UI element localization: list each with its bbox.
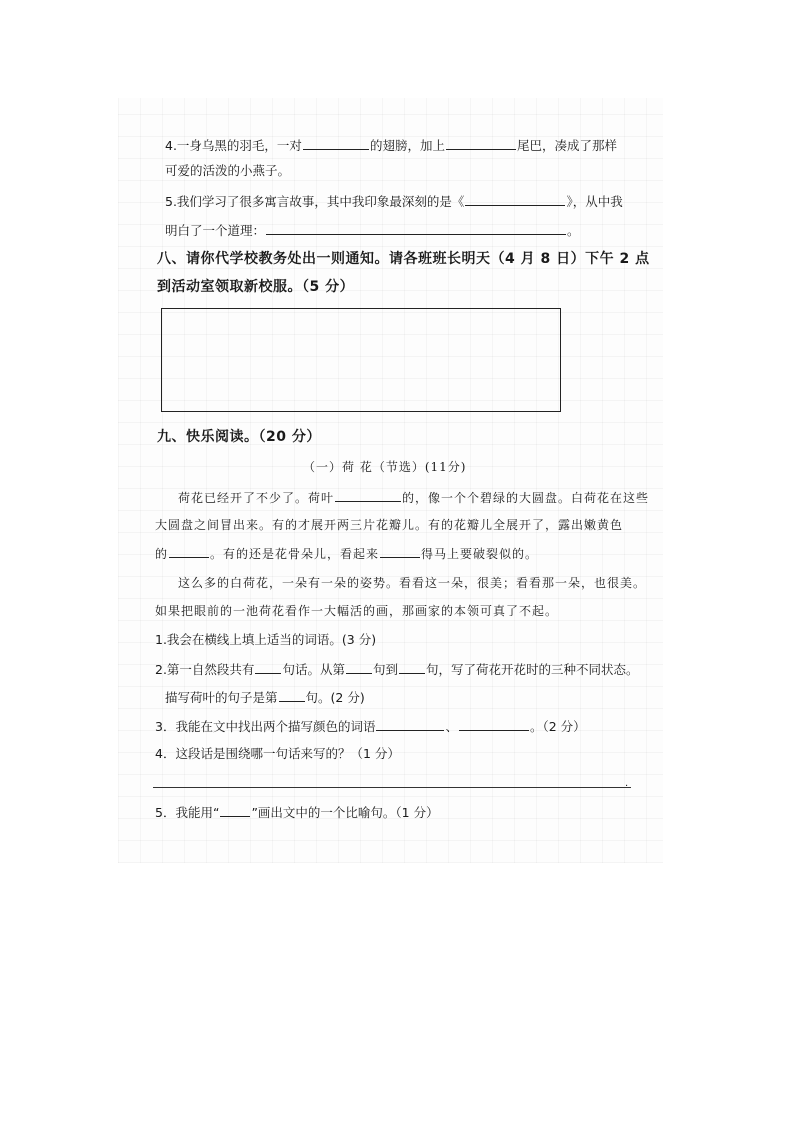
passage-p1-line2: 大圆盘之间冒出来。有的才展开两三片花瓣儿。有的花瓣儿全展开了，露出嫩黄色 [155, 518, 624, 532]
question-text: 描写荷叶的句子是第 [165, 690, 278, 705]
fill-blank[interactable] [266, 222, 566, 235]
fill-blank[interactable] [335, 489, 401, 502]
q7-item5-text-c: 明白了一个道理： [165, 223, 266, 238]
section-8-heading-line1: 八、请你代学校教务处出一则通知。请各班班长明天（4 月 8 日）下午 2 点 [157, 251, 650, 267]
fill-blank[interactable] [346, 661, 372, 674]
question-1: 1.我会在横线上填上适当的词语。(3 分) [155, 632, 377, 647]
answer-line[interactable] [153, 787, 631, 788]
fill-blank[interactable] [169, 545, 209, 558]
question-text: 。（2 分） [529, 719, 586, 734]
answer-line-end-mark: . [625, 778, 629, 789]
question-3 [155, 718, 586, 735]
fill-blank[interactable] [220, 804, 250, 817]
fill-blank[interactable] [376, 718, 444, 731]
passage-text: 的，像一个个碧绿的大圆盘。白荷花在这些 [402, 491, 650, 505]
q7-item5-text-d: 。 [567, 223, 580, 238]
question-text: 句话。从第 [282, 662, 345, 677]
q7-item5-text-b: 》，从中我 [566, 194, 623, 209]
fill-blank[interactable] [459, 718, 529, 731]
fill-blank[interactable] [446, 137, 516, 150]
passage-p2-line2: 如果把眼前的一池荷花看作一大幅活的画，那画家的本领可真了不起。 [155, 604, 559, 618]
question-text: 句到 [372, 662, 398, 677]
question-text: 5．我能用“ [155, 805, 220, 820]
notice-answer-box[interactable] [161, 308, 561, 412]
question-2-line2 [165, 689, 365, 706]
passage-title: （一）荷 花（节选）(11分) [303, 460, 467, 474]
question-2-line1 [155, 661, 638, 678]
passage-text: 。有的还是花骨朵儿，看起来 [210, 547, 380, 561]
question-text: 句，写了荷花开花时的三种不同状态。 [425, 662, 639, 677]
question-text: ”画出文中的一个比喻句。（1 分） [251, 805, 439, 820]
fill-blank[interactable] [255, 661, 281, 674]
fill-blank[interactable] [380, 545, 420, 558]
question-text: 句。(2 分) [305, 690, 365, 705]
fill-blank[interactable] [465, 193, 565, 206]
passage-p1-line1 [178, 489, 649, 506]
q7-item4-line1 [165, 137, 617, 154]
passage-text: 荷花已经开了不少了。荷叶 [178, 491, 335, 505]
q7-item5-line1 [165, 193, 623, 210]
q7-item4-line2: 可爱的活泼的小燕子。 [165, 163, 291, 178]
fill-blank[interactable] [279, 689, 305, 702]
fill-blank[interactable] [399, 661, 425, 674]
section-8-heading-line2: 到活动室领取新校服。（5 分） [157, 279, 355, 295]
passage-text: 得马上要破裂似的。 [421, 547, 539, 561]
question-5 [155, 804, 439, 821]
q7-item4-text-b: 的翅膀，加上 [369, 138, 445, 153]
question-text: 、 [445, 719, 458, 734]
question-4: 4．这段话是围绕哪一句话来写的？（1 分） [155, 746, 400, 761]
passage-text: 的 [155, 547, 169, 561]
question-text: 3．我能在文中找出两个描写颜色的词语 [155, 719, 376, 734]
q7-item5-line2 [165, 222, 580, 239]
passage-p1-line3 [155, 545, 538, 562]
q7-item4-text-c: 尾巴，凑成了那样 [516, 138, 617, 153]
q7-item4-text-a: 4.一身乌黑的羽毛，一对 [165, 138, 302, 153]
fill-blank[interactable] [303, 137, 369, 150]
section-9-heading: 九、快乐阅读。（20 分） [157, 429, 321, 445]
q7-item5-text-a: 5.我们学习了很多寓言故事，其中我印象最深刻的是《 [165, 194, 465, 209]
question-text: 2.第一自然段共有 [155, 662, 255, 677]
passage-p2-line1: 这么多的白荷花，一朵有一朵的姿势。看看这一朵，很美；看看那一朵，也很美。 [178, 576, 647, 590]
